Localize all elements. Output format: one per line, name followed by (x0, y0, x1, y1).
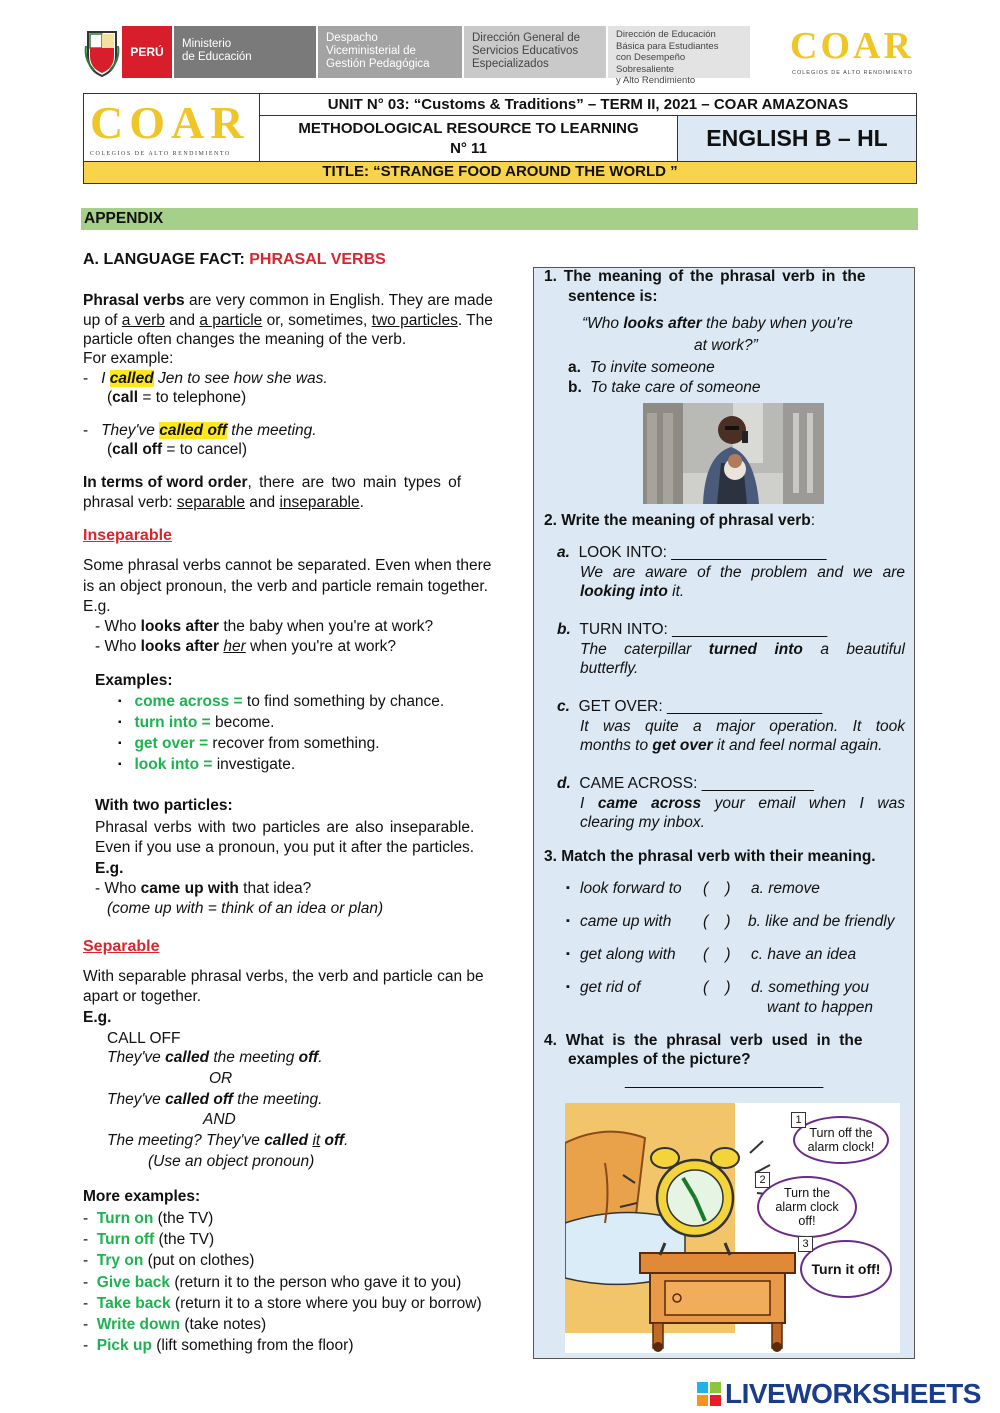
course-cell (678, 116, 917, 162)
text: a beautiful (802, 641, 905, 658)
direccion2-line: Básica para Estudiantes (616, 40, 719, 52)
text: the baby when you're (701, 315, 853, 332)
q4-line-1: 4. What is the phrasal verb used in the (544, 1032, 863, 1049)
vice-line: Despacho (326, 32, 378, 44)
text: it. (667, 583, 685, 600)
q3-verb: came up with (580, 913, 672, 930)
coar-logo-top: COAR (790, 25, 914, 67)
phrasal-verb: look into = (134, 756, 213, 773)
text: or, sometimes, (262, 312, 372, 329)
item-verb-blank[interactable]: CAME ACROSS: _____________ (579, 775, 814, 792)
text: - Who (95, 880, 141, 897)
sep-s3-note: (Use an object pronoun) (148, 1153, 315, 1170)
sep-s1 (107, 1049, 323, 1067)
meaning: (lift something from the floor) (151, 1337, 354, 1355)
q3-meaning: b. like and be friendly (748, 913, 895, 930)
text: They've (107, 1049, 166, 1066)
text: it and feel normal again. (712, 737, 883, 754)
meaning: (the TV) (153, 1210, 214, 1227)
sep-p1: With separable phrasal verbs, the verb and particle can be (83, 968, 484, 985)
text: In terms of word order (83, 474, 248, 491)
text: butterfly. (580, 660, 639, 677)
text: and (164, 312, 200, 329)
text: call (112, 389, 139, 406)
insep-e1 (95, 618, 433, 636)
separable-heading: Separable (83, 938, 160, 955)
more-example-item: - Try on (put on clothes) (83, 1252, 255, 1270)
appendix-label: APPENDIX (84, 210, 164, 227)
direccion-block (464, 26, 606, 78)
text: “Who (582, 315, 624, 332)
q3-heading: 3. Match the phrasal verb with their meaning. (544, 848, 876, 865)
liveworksheets-logo (697, 1380, 997, 1410)
coar-sub-top: COLEGIOS DE ALTO RENDIMIENTO (792, 70, 913, 76)
two-p2: Even if you use a pronoun, you put it after the particles. (95, 839, 475, 856)
term: Phrasal verbs (83, 292, 185, 309)
text: that idea? (238, 880, 312, 897)
text: two particles (371, 312, 458, 329)
meaning: become. (210, 714, 275, 731)
meaning: (return it to a store where you buy or borrow) (170, 1294, 482, 1312)
example-1-note (107, 389, 246, 407)
bullet-icon: ▪ (118, 717, 122, 728)
q3-answer-paren[interactable]: ( ) (703, 979, 731, 996)
text: ( (107, 389, 113, 406)
phrasal-verb: Turn off (96, 1231, 155, 1249)
bubble-text: off! (798, 1214, 816, 1228)
text: called off (165, 1091, 233, 1108)
q2-heading (544, 512, 815, 530)
resource-line: METHODOLOGICAL RESOURCE TO LEARNING (298, 120, 639, 137)
text: the meeting (209, 1049, 299, 1066)
q2-item-verb (557, 698, 822, 716)
q1-option-b (568, 379, 760, 397)
q2-item-line1 (580, 718, 905, 736)
order-line-2 (83, 494, 364, 512)
text: the baby when you're at work? (219, 618, 434, 635)
intro-line-1 (83, 292, 493, 310)
text: the meeting. (232, 1091, 323, 1108)
peru-label: PERÚ (122, 26, 172, 78)
text: 2. Write the meaning of phrasal verb (544, 512, 811, 529)
two-note: (come up with = think of an idea or plan) (107, 900, 384, 917)
more-examples-label: More examples: (83, 1188, 201, 1205)
text: , there are two main types of (247, 474, 462, 491)
bullet-icon: ▪ (566, 882, 570, 894)
phrasal-verb: Take back (96, 1294, 171, 1312)
sep-eg: E.g. (83, 1009, 112, 1026)
q4-answer-blank[interactable]: _______________________ (625, 1072, 824, 1089)
phrasal-verb: Turn on (96, 1210, 154, 1227)
course-text: ENGLISH B – HL (706, 125, 888, 151)
bullet-icon: ▪ (566, 948, 570, 960)
more-example-item: - Turn off (the TV) (83, 1231, 215, 1249)
text: months to (580, 737, 653, 754)
resource-line: N° 11 (450, 140, 487, 157)
sep-p2: apart or together. (83, 988, 202, 1005)
speech-bubble (757, 1176, 857, 1238)
example-1: - I called Jen to see how she was. (83, 370, 328, 387)
peru-shield-icon (84, 26, 120, 78)
q3-last-cont: want to happen (767, 999, 874, 1016)
q2-item-line1 (580, 564, 905, 582)
q3-answer-paren[interactable]: ( ) (703, 913, 731, 930)
meaning: to find something by chance. (242, 693, 445, 710)
text: call off (112, 441, 163, 458)
bullet-icon: ▪ (566, 915, 570, 927)
text: : (810, 512, 816, 529)
q3-meaning: d. something you (751, 979, 870, 996)
text: her (223, 638, 246, 655)
text: The meeting? They've (107, 1132, 265, 1149)
text: . (359, 494, 364, 511)
text: your email when I was (701, 795, 905, 812)
bubble-text: alarm clock! (807, 1140, 875, 1154)
text: are very common in English. They are made (184, 292, 493, 309)
text: phrasal verb: (83, 494, 177, 511)
coar-logo: COAR (90, 97, 250, 148)
meaning: (return it to the person who gave it to you) (170, 1273, 462, 1291)
order-line-1 (83, 474, 461, 492)
q1-sentence-2: at work?” (694, 337, 758, 354)
text: turned into (708, 641, 803, 658)
q4-line-2: examples of the picture? (568, 1051, 751, 1068)
insep-p3: E.g. (83, 598, 111, 615)
q2-item-line2 (580, 737, 882, 755)
more-example-item: - Write down (take notes) (83, 1316, 267, 1333)
two-ex (95, 880, 311, 898)
text: a particle (199, 312, 263, 329)
meaning: (the TV) (154, 1231, 215, 1249)
text: . (318, 1049, 323, 1066)
bullet-icon: ▪ (118, 738, 122, 749)
bullet-icon: ▪ (566, 981, 570, 993)
section-heading (83, 251, 386, 269)
appendix-bar (81, 208, 918, 230)
vice-block (318, 26, 462, 78)
direccion2-line: y Alto Rendimiento (616, 75, 696, 86)
text: It was quite a major operation. It took (580, 718, 905, 735)
resource-cell (260, 116, 678, 162)
coar-sub: COLEGIOS DE ALTO RENDIMIENTO (90, 151, 231, 157)
bubble-number: 1 (791, 1112, 806, 1128)
inseparable-heading: Inseparable (83, 527, 172, 544)
text: get over (652, 737, 713, 754)
intro-line-4: For example: (83, 350, 174, 367)
example-item (118, 735, 380, 753)
two-p1: Phrasal verbs with two particles are also inseparable. (95, 819, 475, 836)
text: up of (83, 312, 122, 329)
text: ( (107, 441, 113, 458)
more-example-item: - Give back (return it to the person who gave it to you) (83, 1273, 462, 1291)
title-table (83, 93, 917, 191)
ministry-block (174, 26, 316, 78)
example-2-note (107, 441, 247, 459)
q2-item-line2 (580, 814, 705, 832)
option-text: To take care of someone (590, 379, 761, 396)
text: separable (176, 494, 245, 511)
item-verb-blank[interactable]: LOOK INTO: __________________ (578, 544, 827, 561)
sep-and: AND (203, 1111, 236, 1128)
ministry-line: de Educación (182, 51, 252, 63)
meaning: (put on clothes) (143, 1252, 255, 1270)
vice-line: Gestión Pedagógica (326, 58, 430, 70)
meaning: (take notes) (180, 1316, 267, 1333)
unit-cell (260, 93, 917, 116)
text: looks after (623, 315, 702, 332)
direccion-line: Servicios Educativos (472, 45, 579, 57)
text: The caterpillar (580, 641, 709, 658)
text: . (344, 1132, 349, 1149)
sep-or: OR (209, 1070, 233, 1087)
q1-line-1: 1. The meaning of the phrasal verb in the (544, 268, 866, 285)
text: it (312, 1132, 321, 1149)
text: - Who (95, 618, 141, 635)
example-2: - They've called off the meeting. (83, 422, 317, 439)
option-letter: a. (568, 359, 581, 376)
two-particles-label: With two particles: (95, 797, 233, 814)
liveworksheets-brand: LIVEWORKSHEETS (725, 1378, 981, 1409)
text: I (101, 370, 110, 387)
text: called (264, 1132, 309, 1149)
sep-s3 (107, 1132, 348, 1150)
speech-bubble (793, 1116, 889, 1164)
q3-verb: get rid of (580, 979, 641, 996)
more-example-item: - Take back (return it to a store where you buy or borrow) (83, 1294, 482, 1312)
q2-item-line2 (580, 660, 638, 678)
direccion2-block (608, 26, 750, 86)
text: clearing my inbox. (580, 814, 705, 831)
q3-answer-paren[interactable]: ( ) (703, 880, 731, 897)
insep-p2: is an object pronoun, the verb and particle remain together. (83, 578, 488, 595)
text: and (245, 494, 280, 511)
bubble-text: alarm clock (775, 1200, 839, 1214)
option-letter: b. (568, 379, 582, 396)
q2-item-line2 (580, 583, 684, 601)
text: = to cancel) (162, 441, 247, 458)
text: inseparable (279, 494, 360, 511)
bubble-text: Turn off the (809, 1126, 873, 1140)
example-item (118, 693, 444, 711)
insep-e2 (95, 638, 396, 656)
text: a verb (121, 312, 165, 329)
section-topic: PHRASAL VERBS (249, 251, 386, 268)
phrasal-verb: Give back (96, 1273, 171, 1291)
example-item (118, 714, 274, 732)
text: They've (101, 422, 160, 439)
phrasal-verb: turn into = (134, 714, 211, 731)
highlighted-verb: called (109, 370, 154, 387)
text: . The (457, 312, 493, 329)
item-letter: a. (557, 544, 570, 561)
q3-verb: get along with (580, 946, 676, 963)
direccion2-line: Dirección de Educación (616, 29, 716, 40)
man-with-baby-photo (643, 403, 824, 504)
text: = to telephone) (138, 389, 247, 406)
ministry-line: Ministerio (182, 38, 232, 50)
q3-answer-paren[interactable]: ( ) (703, 946, 731, 963)
text: off (298, 1049, 319, 1066)
phrasal-verb: Write down (96, 1316, 181, 1333)
q2-item-line1 (580, 641, 905, 659)
unit-text: UNIT N° 03: “Customs & Traditions” – TERM II, 2021 – COAR AMAZONAS (327, 96, 849, 113)
coar-logo-cell (83, 93, 260, 162)
sep-verb: CALL OFF (107, 1030, 181, 1047)
vice-line: Viceministerial de (326, 45, 416, 57)
meaning: investigate. (212, 756, 296, 773)
text: We are aware of the problem and we are (580, 564, 905, 581)
text: looks after (140, 618, 220, 635)
text: They've (107, 1091, 166, 1108)
phrasal-verb: get over = (134, 735, 209, 752)
bubble-number: 2 (755, 1172, 770, 1188)
examples-label: Examples: (95, 672, 173, 689)
speech-bubble (800, 1240, 892, 1298)
section-prefix: A. LANGUAGE FACT: (83, 251, 250, 268)
bubble-number: 3 (798, 1236, 813, 1252)
more-example-item: - Pick up (lift something from the floor) (83, 1337, 354, 1355)
bubble-text: Turn the (783, 1186, 831, 1200)
q3-verb: look forward to (580, 880, 682, 897)
item-letter: d. (557, 775, 571, 792)
intro-line-3: particle often changes the meaning of the verb. (83, 331, 407, 348)
text: came up with (140, 880, 239, 897)
q3-meaning: c. have an idea (751, 946, 857, 963)
highlighted-verb: called off (159, 422, 227, 439)
two-eg: E.g. (95, 860, 124, 877)
q1-sentence (582, 315, 853, 333)
direccion-line: Especializados (472, 58, 549, 70)
phrasal-verb: come across = (134, 693, 243, 710)
title-cell (83, 162, 917, 184)
text: looks after (140, 638, 220, 655)
bullet-icon: ▪ (118, 759, 122, 770)
item-verb-blank[interactable]: TURN INTO: __________________ (579, 621, 828, 638)
phrasal-verb: Pick up (96, 1337, 152, 1355)
q2-item-verb (557, 775, 814, 793)
phrasal-verb: Try on (96, 1252, 144, 1270)
q3-meaning: a. remove (751, 880, 820, 897)
text: came across (597, 795, 702, 812)
option-text: To invite someone (589, 359, 715, 376)
text: called (165, 1049, 210, 1066)
bubble-text: Turn it off! (811, 1261, 881, 1277)
item-verb-blank[interactable]: GET OVER: __________________ (578, 698, 823, 715)
sep-s2 (107, 1091, 322, 1109)
bullet-icon: ▪ (118, 696, 122, 707)
meaning: recover from something. (208, 735, 380, 752)
q2-item-verb (557, 621, 827, 639)
q2-item-verb (557, 544, 826, 562)
q1-option-a (568, 359, 715, 377)
text: the meeting. (226, 422, 317, 439)
item-letter: c. (557, 698, 570, 715)
item-letter: b. (557, 621, 571, 638)
more-example-item: - Turn on (the TV) (83, 1210, 214, 1227)
text: when you're at work? (245, 638, 397, 655)
example-item (118, 756, 295, 774)
text: Jen to see how she was. (153, 370, 328, 387)
direccion2-line: con Desempeño Sobresaliente (616, 52, 686, 75)
text: looking into (580, 583, 668, 600)
text: off (324, 1132, 345, 1149)
insep-p1: Some phrasal verbs cannot be separated. Even when there (83, 557, 492, 574)
title-text: TITLE: “STRANGE FOOD AROUND THE WORLD ” (322, 163, 678, 180)
liveworksheets-logo-icon (697, 1382, 721, 1406)
intro-line-2 (83, 312, 493, 330)
q2-item-line1 (580, 795, 905, 813)
q1-line-2: sentence is: (568, 288, 658, 305)
text: I (580, 795, 598, 812)
direccion-line: Dirección General de (472, 32, 581, 44)
text: - Who (95, 638, 141, 655)
